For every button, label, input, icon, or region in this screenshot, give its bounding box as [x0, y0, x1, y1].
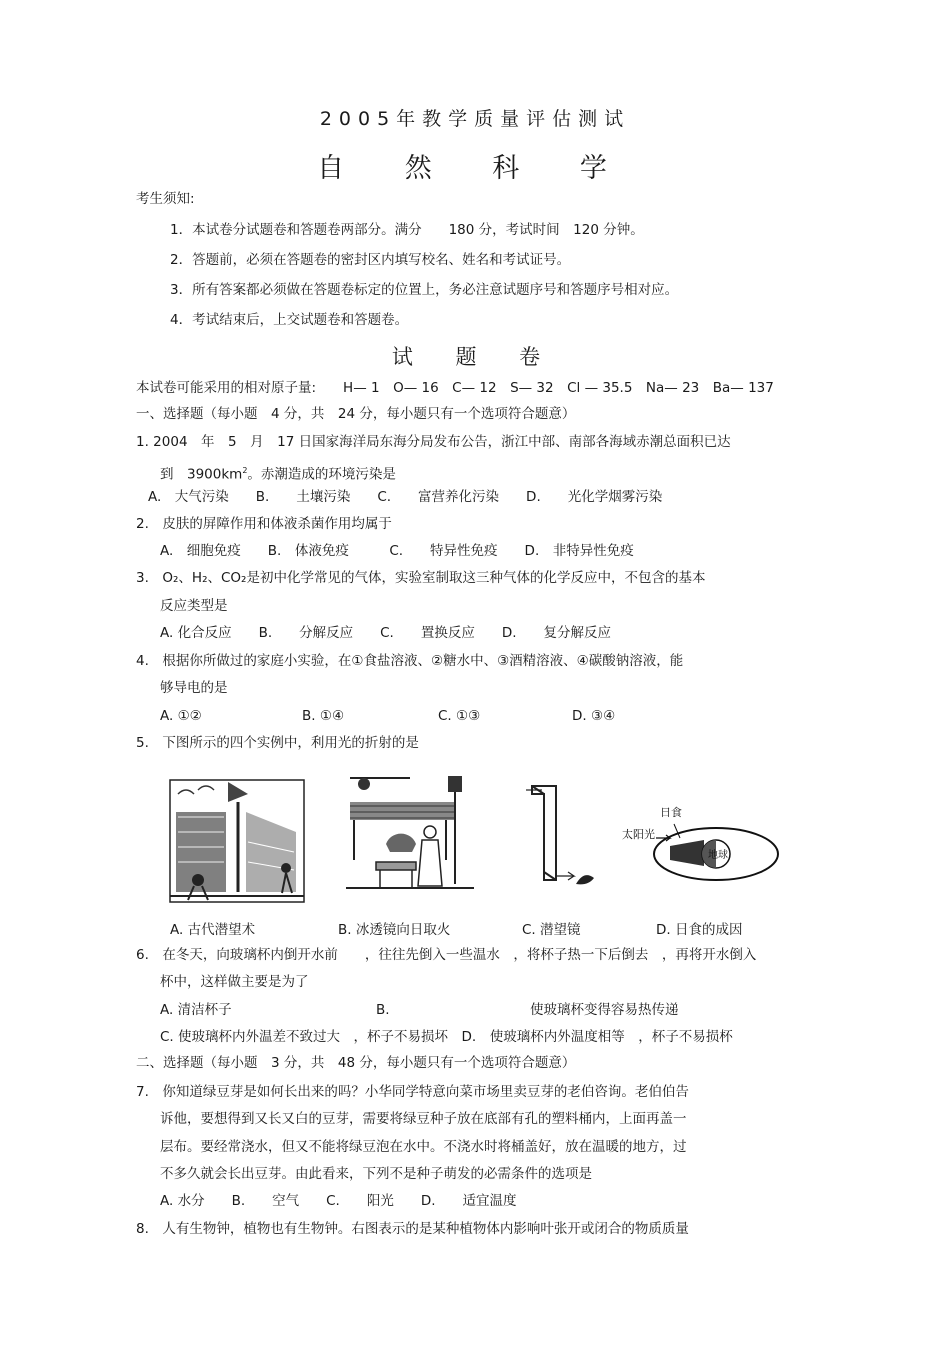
q1-superscript: 2 [242, 466, 248, 475]
q1-line2-pre: 到 3900km [160, 466, 243, 483]
q3-line1: 3. O₂、H₂、CO₂是初中化学常见的气体，实验室制取这三种气体的化学反应中，不包含的基本 [136, 570, 706, 586]
notice-item-2: 2．答题前，必须在答题卷的密封区内填写校名、姓名和考试证号。 [170, 252, 571, 268]
q1-line1: 1. 2004 年 5 月 17 日国家海洋局东海分局发布公告，浙江中部、南部各海域赤潮总面积已达 [136, 434, 731, 450]
exam-title: 2005年教学质量评估测试 [319, 108, 631, 130]
q6-option-b-letter: B. [376, 1002, 390, 1018]
q3-line2: 反应类型是 [160, 598, 228, 614]
q1-line2 [160, 462, 396, 484]
figure-ancient-periscope [168, 772, 308, 906]
q3-options: A. 化合反应 B. 分解反应 C. 置换反应 D. 复分解反应 [160, 625, 612, 641]
figure-eclipse [620, 772, 788, 896]
atomic-masses: 本试卷可能采用的相对原子量: H— 1 O— 16 C— 12 S— 32 Cl — 35.5 Na— 23 Ba— 137 [136, 380, 774, 396]
q7-line2: 诉他，要想得到又长又白的豆芽，需要将绿豆种子放在底部有孔的塑料桶内，上面再盖一 [160, 1111, 687, 1127]
notice-heading: 考生须知: [136, 191, 195, 207]
q6-option-b-text: 使玻璃杯变得容易热传递 [530, 1002, 679, 1018]
q1-line2-post: 。赤潮造成的环境污染是 [247, 466, 396, 483]
sunlight-label: 太阳光 [622, 829, 655, 841]
q5-caption-b: B. 冰透镜向日取火 [338, 922, 451, 938]
q6-line1: 6. 在冬天，向玻璃杯内倒开水前 ，往往先倒入一些温水 ，将杯子热一下后倒去 ，再将开水倒入 [136, 947, 757, 963]
q4-option-b: B. ①④ [302, 708, 345, 724]
q5-line1: 5. 下图所示的四个实例中，利用光的折射的是 [136, 735, 419, 751]
q7-line4: 不多久就会长出豆芽。由此看来，下列不是种子萌发的必需条件的选项是 [160, 1166, 592, 1182]
subject-title: 自 然 科 学 [317, 153, 633, 184]
q4-line1: 4. 根据你所做过的家庭小实验，在①食盐溶液、②糖水中、③酒精溶液、④碳酸钠溶液，能 [136, 653, 684, 669]
q7-options: A. 水分 B. 空气 C. 阳光 D. 适宜温度 [160, 1193, 517, 1209]
section1-heading: 一、选择题（每小题 4 分，共 24 分，每小题只有一个选项符合题意） [136, 406, 576, 422]
notice-item-1: 1．本试卷分试题卷和答题卷两部分。满分 180 分，考试时间 120 分钟。 [170, 222, 644, 238]
q5-caption-d: D. 日食的成因 [656, 922, 743, 938]
q5-caption-c: C. 潜望镜 [522, 922, 581, 938]
notice-item-3: 3．所有答案都必须做在答题卷标定的位置上，务必注意试题序号和答题序号相对应。 [170, 282, 679, 298]
eclipse-label: 日食 [660, 807, 682, 819]
q7-line1: 7. 你知道绿豆芽是如何长出来的吗？小华同学特意向菜市场里卖豆芽的老伯咨询。老伯伯告 [136, 1084, 689, 1100]
q6-line2: 杯中，这样做主要是为了 [160, 974, 309, 990]
q4-option-d: D. ③④ [572, 708, 616, 724]
q4-line2: 够导电的是 [160, 680, 228, 696]
q6-options-cd: C. 使玻璃杯内外温差不致过大 ，杯子不易损坏 D. 使玻璃杯内外温度相等 ，杯子不易损杯 [160, 1029, 733, 1045]
notice-item-4: 4．考试结束后，上交试题卷和答题卷。 [170, 312, 409, 328]
q8-line1: 8. 人有生物钟，植物也有生物钟。右图表示的是某种植物体内影响叶张开或闭合的物质质量 [136, 1221, 689, 1237]
q7-line3: 层布。要经常浇水，但又不能将绿豆泡在水中。不浇水时将桶盖好，放在温暖的地方，过 [160, 1139, 687, 1155]
paper-title: 试 题 卷 [391, 345, 559, 369]
q6-option-a: A. 清洁杯子 [160, 1002, 232, 1018]
section2-heading: 二、选择题（每小题 3 分，共 48 分，每小题只有一个选项符合题意） [136, 1055, 576, 1071]
figure-ice-lens [346, 772, 474, 896]
q2-options: A. 细胞免疫 B. 体液免疫 C. 特异性免疫 D. 非特异性免疫 [160, 543, 634, 559]
earth-label: 地球 [708, 850, 728, 861]
figure-periscope [524, 772, 604, 896]
q2-line1: 2. 皮肤的屏障作用和体液杀菌作用均属于 [136, 516, 392, 532]
q4-option-c: C. ①③ [438, 708, 481, 724]
q4-option-a: A. ①② [160, 708, 202, 724]
q1-options: A. 大气污染 B. 土壤污染 C. 富营养化污染 D. 光化学烟雾污染 [148, 489, 663, 505]
q5-caption-a: A. 古代潜望术 [170, 922, 256, 938]
